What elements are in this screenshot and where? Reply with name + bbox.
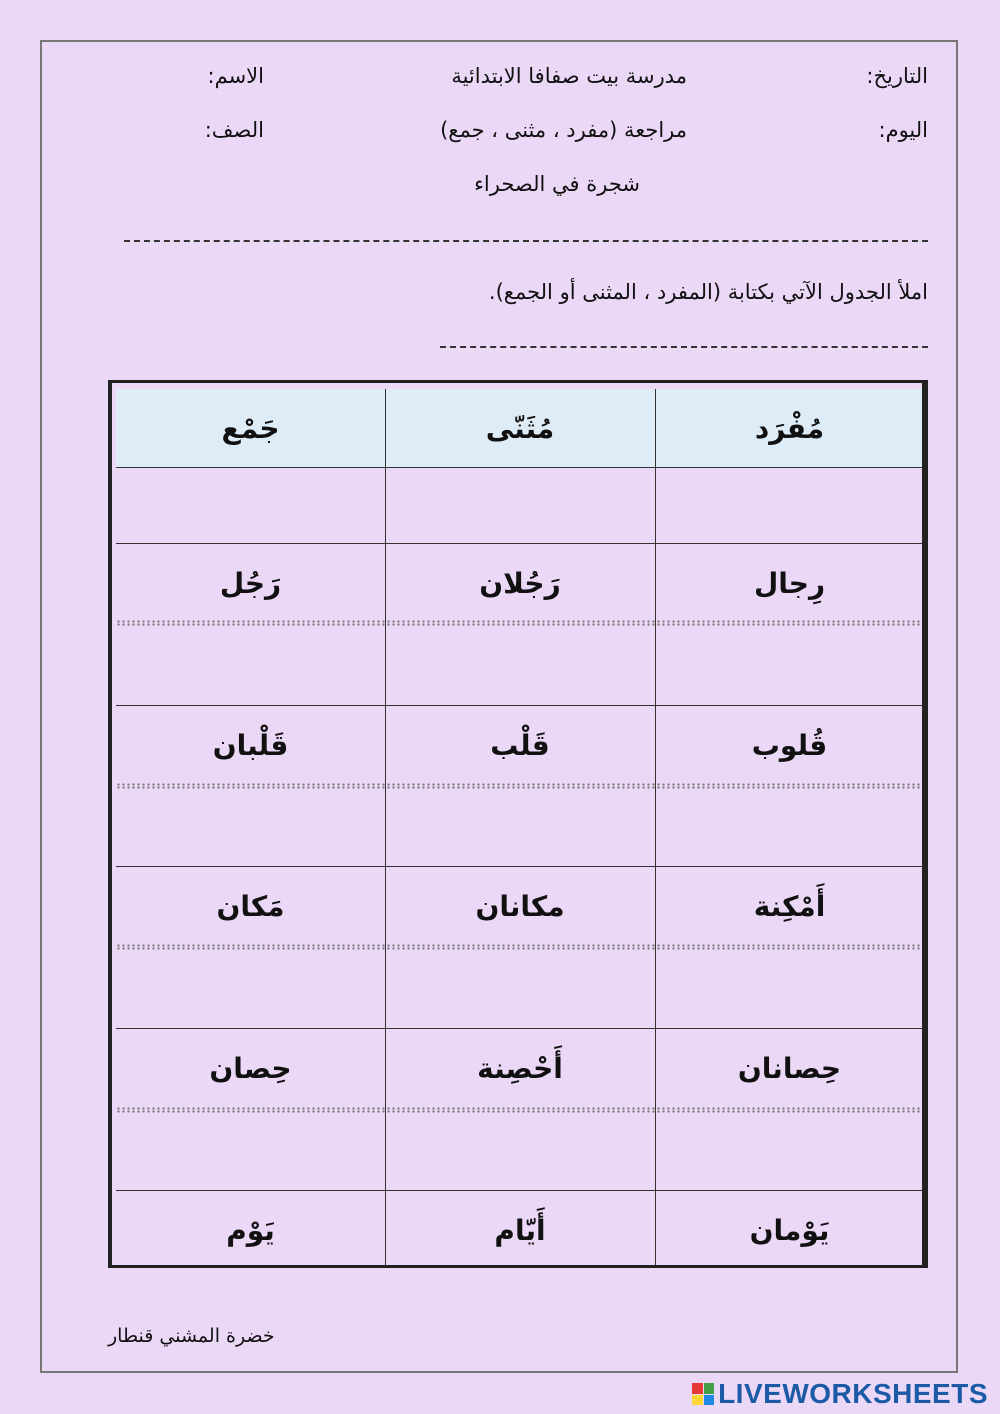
word-cell: مكانان — [475, 889, 565, 923]
word-cell: أَيّام — [494, 1213, 546, 1247]
liveworksheets-logo-text: LIVEWORKSHEETS — [718, 1378, 988, 1409]
word-cell: قَلْبان — [212, 728, 289, 762]
answer-cell[interactable] — [655, 1111, 924, 1191]
word-cell: أَمْكِنة — [753, 889, 826, 923]
word-cell: رِجال — [753, 566, 826, 600]
author-name: خضرة المشني قنطار — [108, 1325, 275, 1347]
separator-line-top — [124, 240, 928, 242]
worksheet-table — [108, 380, 928, 1268]
word-cell: قُلوب — [751, 728, 828, 762]
liveworksheets-logo[interactable] — [692, 1378, 988, 1410]
lesson-title: شجرة في الصحراء — [474, 172, 640, 196]
word-cell: حِصان — [209, 1051, 292, 1085]
word-cell: أَحْصِنة — [477, 1051, 563, 1085]
header-cell-jam: جَمْع — [221, 411, 280, 445]
word-cell: رَجُل — [219, 566, 282, 600]
word-cell: قَلْب — [490, 728, 550, 762]
answer-cell[interactable] — [385, 625, 655, 705]
answer-cell[interactable] — [385, 467, 655, 547]
answer-cell[interactable] — [116, 948, 385, 1028]
date-label: التاريخ: — [866, 64, 928, 88]
answer-cell[interactable] — [385, 1111, 655, 1191]
word-cell: يَوْم — [226, 1213, 275, 1247]
answer-cell[interactable] — [655, 625, 924, 705]
answer-cell[interactable] — [385, 948, 655, 1028]
answer-cell[interactable] — [116, 625, 385, 705]
lesson-subject: مراجعة (مفرد ، مثنى ، جمع) — [440, 118, 687, 142]
word-cell: مَكان — [216, 889, 285, 923]
word-cell: حِصانان — [737, 1051, 842, 1085]
answer-cell[interactable] — [655, 467, 924, 547]
answer-cell[interactable] — [655, 787, 924, 867]
header-cell-muthanna: مُثَنّى — [485, 411, 555, 445]
school-name: مدرسة بيت صفافا الابتدائية — [451, 64, 687, 88]
name-label: الاسم: — [207, 64, 264, 88]
word-cell: رَجُلان — [479, 566, 561, 600]
answer-cell[interactable] — [116, 787, 385, 867]
answer-cell[interactable] — [655, 948, 924, 1028]
answer-cell[interactable] — [385, 787, 655, 867]
separator-line-instruction — [440, 346, 928, 348]
class-label: الصف: — [204, 118, 264, 142]
word-cell: يَوْمان — [749, 1213, 830, 1247]
header-cell-mufrad: مُفْرَد — [754, 411, 825, 445]
liveworksheets-logo-icon — [692, 1383, 714, 1405]
answer-cell[interactable] — [116, 467, 385, 547]
instruction-text: املأ الجدول الآتي بكتابة (المفرد ، المثنى أو الجمع). — [488, 280, 928, 304]
answer-cell[interactable] — [116, 1111, 385, 1191]
day-label: اليوم: — [878, 118, 928, 142]
